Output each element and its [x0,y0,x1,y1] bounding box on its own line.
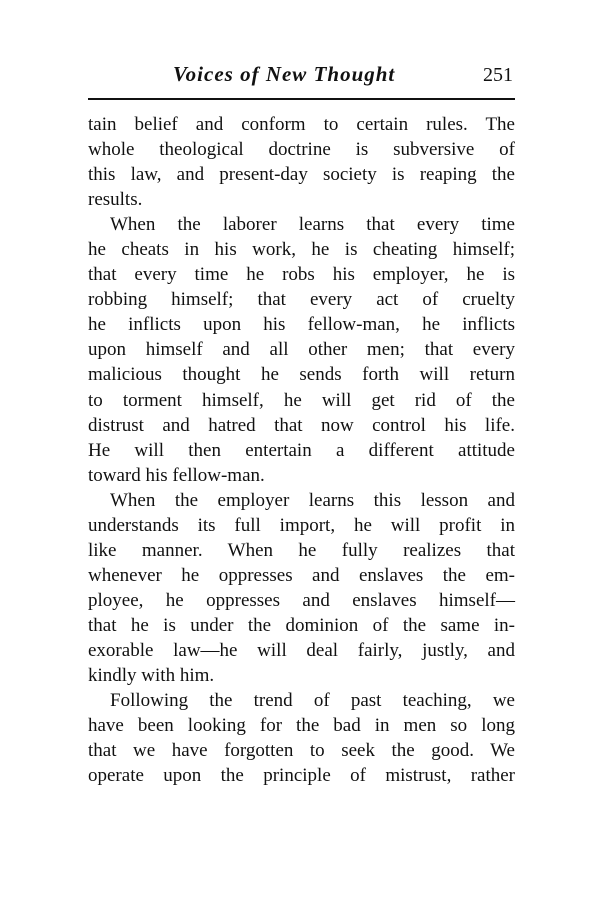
body-text [88,112,515,788]
text-line [88,663,515,688]
text-line [88,613,515,638]
text-line-content: this law, and present-day society is reaping the [88,164,515,186]
text-line-content: have been looking for the bad in men so long [88,715,515,737]
text-line-content: that we have forgotten to seek the good. We [88,740,515,762]
text-line-content: operate upon the principle of mistrust, rather [88,765,515,787]
text-line [88,388,515,413]
header-rule [88,98,515,100]
text-line-content: that he is under the dominion of the same in- [88,614,515,636]
text-line [88,287,515,312]
text-line [88,638,515,663]
text-line [88,187,515,212]
text-line-content: whenever he oppresses and enslaves the em- [88,564,515,586]
text-line [88,438,515,463]
text-line-content: to torment himself, he will get rid of the [88,389,515,411]
text-line [88,713,515,738]
text-line [88,362,515,387]
text-line [88,237,515,262]
text-line-content: whole theological doctrine is subversive of [88,139,515,161]
text-line-content: distrust and hatred that now control his life. [88,414,515,436]
running-header [88,62,515,92]
text-line [88,212,515,237]
text-line [88,488,515,513]
text-line [88,337,515,362]
text-line-content: He will then entertain a different attitude [88,439,515,461]
text-line-content: kindly with him. [88,665,215,687]
text-line [88,563,515,588]
text-line [88,312,515,337]
text-line-content: that every time he robs his employer, he is [88,264,515,286]
text-line-content: toward his fellow-man. [88,464,265,486]
text-line-content: he cheats in his work, he is cheating himself; [88,239,515,261]
text-line-content: he inflicts upon his fellow-man, he inflicts [88,314,515,336]
text-line-content: Following the trend of past teaching, we [110,690,515,712]
text-line [88,137,515,162]
text-line [88,763,515,788]
text-line-content: When the laborer learns that every time [110,214,515,236]
text-line-content: understands its full import, he will profit in [88,514,515,536]
text-line [88,588,515,613]
text-line [88,112,515,137]
text-line [88,513,515,538]
text-line [88,463,515,488]
text-line-content: exorable law—he will deal fairly, justly, and [88,639,515,661]
text-line [88,413,515,438]
text-line [88,262,515,287]
text-line [88,538,515,563]
text-line-content: tain belief and conform to certain rules. The [88,114,515,135]
text-line-content: like manner. When he fully realizes that [88,539,515,561]
page-number: 251 [483,64,513,86]
text-line [88,688,515,713]
text-line [88,162,515,187]
text-line-content: When the employer learns this lesson and [110,489,515,511]
text-line [88,738,515,763]
text-line-content: results. [88,189,143,211]
running-title: Voices of New Thought [173,62,396,86]
text-line-content: robbing himself; that every act of cruelty [88,289,515,311]
text-line-content: malicious thought he sends forth will return [88,364,515,386]
text-line-content: upon himself and all other men; that every [88,339,515,361]
text-line-content: ployee, he oppresses and enslaves himself— [88,589,515,611]
